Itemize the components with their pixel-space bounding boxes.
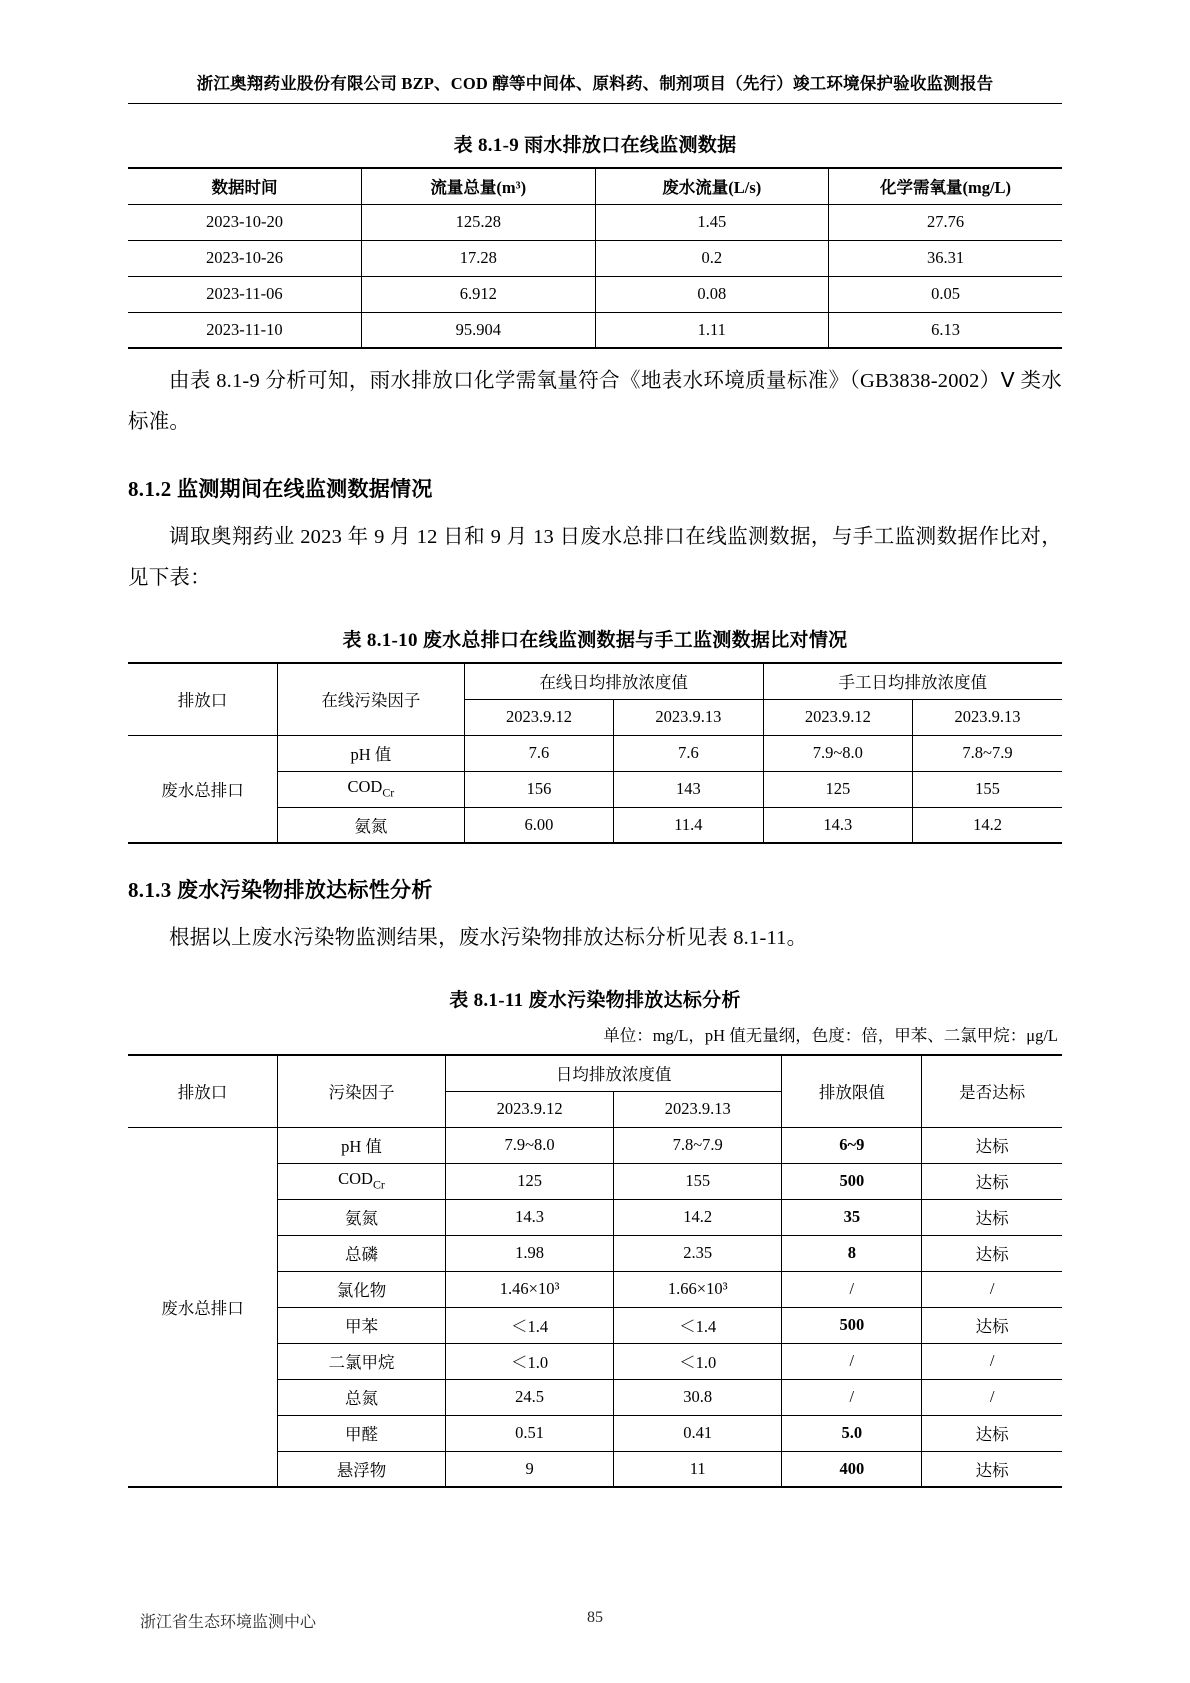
cell-value: 24.5 <box>446 1379 614 1415</box>
col-header-limit: 排放限值 <box>782 1055 922 1127</box>
col-header-outlet: 排放口 <box>128 1055 277 1127</box>
footer-page-number: 85 <box>587 1609 603 1626</box>
cell-value: 125 <box>446 1163 614 1199</box>
cell-factor: $COD_{Cr}$ <box>277 1163 445 1199</box>
page-footer <box>128 1609 1062 1631</box>
header-divider <box>128 103 1062 104</box>
cell-flow-total: 125.28 <box>362 204 596 240</box>
cell-value: 2.35 <box>614 1235 782 1271</box>
cell-flow-rate: 0.2 <box>595 240 829 276</box>
cell-result: 达标 <box>922 1415 1062 1451</box>
table-8-1-10-title: 表 8.1-10 废水总排口在线监测数据与手工监测数据比对情况 <box>342 630 848 652</box>
table-row <box>128 240 1062 276</box>
cell-value: 7.8~7.9 <box>913 735 1062 771</box>
cell-cod: 0.05 <box>829 276 1063 312</box>
col-header-flow-total: 流量总量(m³) <box>362 168 596 204</box>
table-row <box>128 312 1062 348</box>
cell-result: / <box>922 1343 1062 1379</box>
cell-factor: 氨氮 <box>277 807 464 843</box>
table-8-1-11-title: 表 8.1-11 废水污染物排放达标分析 <box>449 990 741 1012</box>
col-header-cod: 化学需氧量(mg/L) <box>829 168 1063 204</box>
cell-value: ＜1.0 <box>446 1343 614 1379</box>
cell-outlet: 废水总排口 <box>128 1127 277 1487</box>
section-heading-8-1-3: 8.1.3 废水污染物排放达标性分析 <box>128 878 433 903</box>
col-header-date: 2023.9.13 <box>614 699 763 735</box>
cell-value: 11 <box>614 1451 782 1487</box>
cell-value: 0.51 <box>446 1415 614 1451</box>
cell-time: 2023-11-10 <box>128 312 362 348</box>
table-row <box>128 1127 1062 1163</box>
cell-result: 达标 <box>922 1199 1062 1235</box>
cell-value: 7.9~8.0 <box>763 735 912 771</box>
col-header-date: 2023.9.13 <box>913 699 1062 735</box>
cell-value: 30.8 <box>614 1379 782 1415</box>
cell-value: 14.2 <box>913 807 1062 843</box>
cell-limit: / <box>782 1379 922 1415</box>
cell-flow-total: 95.904 <box>362 312 596 348</box>
table-8-1-11-unit-note: 单位：mg/L，pH 值无量纲，色度：倍，甲苯、二氯甲烷：μg/L <box>603 1026 1058 1046</box>
cell-value: 1.98 <box>446 1235 614 1271</box>
col-header-flow-rate: 废水流量(L/s) <box>595 168 829 204</box>
cell-factor: 总氮 <box>277 1379 445 1415</box>
cell-factor: pH 值 <box>277 1127 445 1163</box>
table-row <box>128 204 1062 240</box>
cell-value: 1.66×10³ <box>614 1271 782 1307</box>
cell-value: 14.2 <box>614 1199 782 1235</box>
cell-flow-rate: 1.45 <box>595 204 829 240</box>
cell-flow-total: 6.912 <box>362 276 596 312</box>
cell-factor: $COD_{Cr}$ <box>277 771 464 807</box>
cell-time: 2023-10-26 <box>128 240 362 276</box>
cell-factor: 总磷 <box>277 1235 445 1271</box>
paragraph-analysis-1: 由表 8.1-9 分析可知，雨水排放口化学需氧量符合《地表水环境质量标准》（GB3838-2002）Ⅴ 类水标准。 <box>128 370 1062 434</box>
cell-value: 7.6 <box>464 735 613 771</box>
table-8-1-11 <box>128 1054 1062 1488</box>
cell-result: 达标 <box>922 1451 1062 1487</box>
cell-value: 155 <box>913 771 1062 807</box>
cell-value: 1.46×10³ <box>446 1271 614 1307</box>
cell-value: 14.3 <box>763 807 912 843</box>
col-header-date: 2023.9.12 <box>446 1091 614 1127</box>
cell-value: 7.8~7.9 <box>614 1127 782 1163</box>
table-row <box>128 1055 1062 1091</box>
cell-factor: 甲苯 <box>277 1307 445 1343</box>
cell-limit: 500 <box>782 1163 922 1199</box>
cell-limit: / <box>782 1343 922 1379</box>
cell-limit: 35 <box>782 1199 922 1235</box>
cell-limit: 5.0 <box>782 1415 922 1451</box>
cell-flow-rate: 1.11 <box>595 312 829 348</box>
cell-factor: 氯化物 <box>277 1271 445 1307</box>
cell-value: 125 <box>763 771 912 807</box>
cell-result: 达标 <box>922 1307 1062 1343</box>
table-8-1-9 <box>128 167 1062 349</box>
section-heading-8-1-2: 8.1.2 监测期间在线监测数据情况 <box>128 477 433 502</box>
cell-factor: 甲醛 <box>277 1415 445 1451</box>
page-header: 浙江奥翔药业股份有限公司 BZP、COD 醇等中间体、原料药、制剂项目（先行）竣工环境保护验收监测报告 <box>196 74 994 93</box>
cell-limit: / <box>782 1271 922 1307</box>
group-header-daily: 日均排放浓度值 <box>446 1055 782 1091</box>
col-header-date: 2023.9.12 <box>464 699 613 735</box>
paragraph-8-1-3: 根据以上废水污染物监测结果，废水污染物排放达标分析见表 8.1-11。 <box>169 927 808 950</box>
cell-time: 2023-11-06 <box>128 276 362 312</box>
cell-factor: pH 值 <box>277 735 464 771</box>
table-row <box>128 735 1062 771</box>
cell-value: 155 <box>614 1163 782 1199</box>
cell-value: 6.00 <box>464 807 613 843</box>
group-header-online: 在线日均排放浓度值 <box>464 663 763 699</box>
cell-result: / <box>922 1271 1062 1307</box>
col-header-factor: 在线污染因子 <box>277 663 464 735</box>
cell-value: 156 <box>464 771 613 807</box>
cell-result: / <box>922 1379 1062 1415</box>
cell-time: 2023-10-20 <box>128 204 362 240</box>
cell-flow-total: 17.28 <box>362 240 596 276</box>
col-header-outlet: 排放口 <box>128 663 277 735</box>
cell-value: 7.6 <box>614 735 763 771</box>
col-header-factor: 污染因子 <box>277 1055 445 1127</box>
table-row <box>128 663 1062 699</box>
cell-result: 达标 <box>922 1127 1062 1163</box>
cell-value: 143 <box>614 771 763 807</box>
cell-flow-rate: 0.08 <box>595 276 829 312</box>
cell-factor: 悬浮物 <box>277 1451 445 1487</box>
col-header-date: 2023.9.12 <box>763 699 912 735</box>
footer-organization: 浙江省生态环境监测中心 <box>140 1614 317 1631</box>
cell-limit: 6~9 <box>782 1127 922 1163</box>
cell-value: 0.41 <box>614 1415 782 1451</box>
cell-limit: 8 <box>782 1235 922 1271</box>
cell-factor: 氨氮 <box>277 1199 445 1235</box>
paragraph-8-1-2: 调取奥翔药业 2023 年 9 月 12 日和 9 月 13 日废水总排口在线监测数据，与手工监测数据作比对，见下表： <box>128 526 1062 590</box>
table-row <box>128 276 1062 312</box>
col-header-standard: 是否达标 <box>922 1055 1062 1127</box>
cell-outlet: 废水总排口 <box>128 735 277 843</box>
cell-cod: 36.31 <box>829 240 1063 276</box>
cell-cod: 27.76 <box>829 204 1063 240</box>
cell-factor: 二氯甲烷 <box>277 1343 445 1379</box>
cell-limit: 400 <box>782 1451 922 1487</box>
cell-limit: 500 <box>782 1307 922 1343</box>
cell-result: 达标 <box>922 1235 1062 1271</box>
col-header-time: 数据时间 <box>128 168 362 204</box>
cell-value: 14.3 <box>446 1199 614 1235</box>
cell-value: 11.4 <box>614 807 763 843</box>
table-8-1-10 <box>128 662 1062 844</box>
table-row <box>128 168 1062 204</box>
col-header-date: 2023.9.13 <box>614 1091 782 1127</box>
cell-value: ＜1.4 <box>614 1307 782 1343</box>
cell-result: 达标 <box>922 1163 1062 1199</box>
cell-value: ＜1.4 <box>446 1307 614 1343</box>
cell-cod: 6.13 <box>829 312 1063 348</box>
cell-value: 7.9~8.0 <box>446 1127 614 1163</box>
cell-value: 9 <box>446 1451 614 1487</box>
cell-value: ＜1.0 <box>614 1343 782 1379</box>
table-8-1-9-title: 表 8.1-9 雨水排放口在线监测数据 <box>453 135 737 157</box>
group-header-manual: 手工日均排放浓度值 <box>763 663 1062 699</box>
